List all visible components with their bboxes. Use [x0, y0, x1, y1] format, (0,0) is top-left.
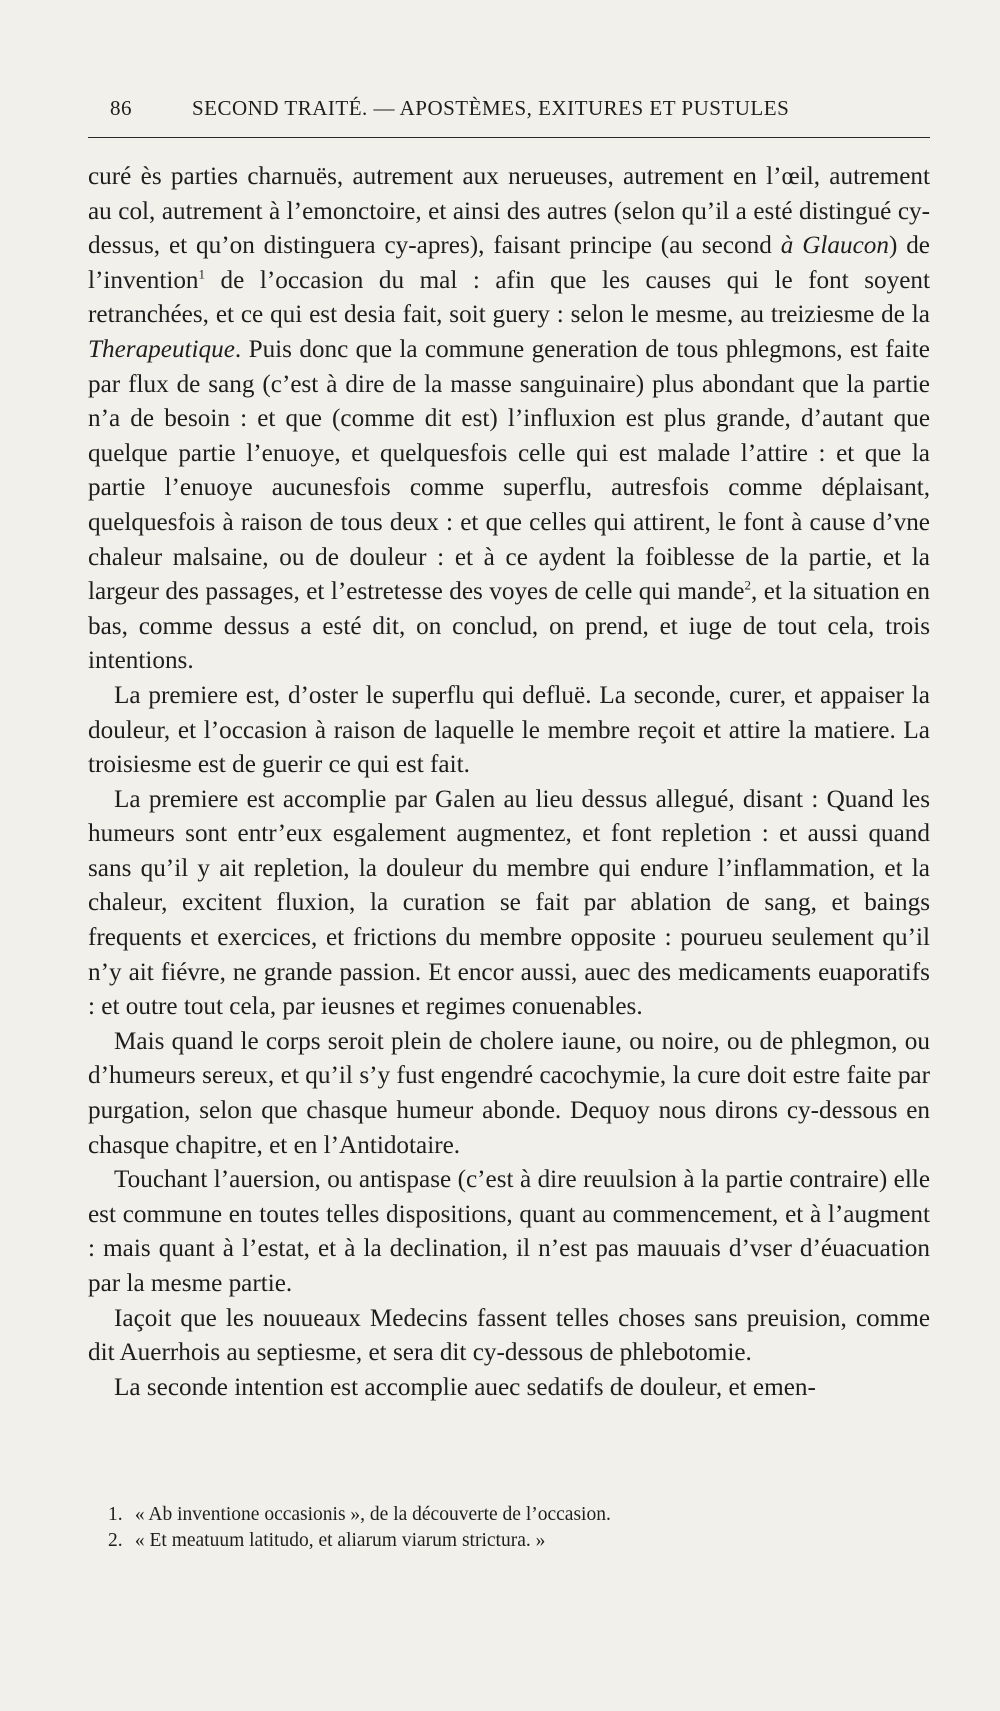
footnote-2	[108, 1528, 908, 1554]
paragraph-1	[88, 160, 930, 679]
italic-therapeutique: Therapeutique	[88, 335, 235, 363]
paragraph-4: Mais quand le corps seroit plein de cholere iaune, ou noire, ou de phlegmon, ou d’humeurs sereux, et qu’il s’y fust engendré cacochymie, la cure doit estre faite par purgation, selon que chasque humeur abonde. Dequoy nous dirons cy-dessous en chasque chapitre, et en l’Antidotaire.	[88, 1027, 930, 1159]
para1-text-b: ) de l’invention	[88, 232, 930, 294]
page-number: 86	[110, 96, 132, 120]
footnote-number: 1.	[108, 1504, 123, 1525]
running-title: SECOND TRAITÉ. — APOSTÈMES, EXITURES ET PUSTULES	[192, 96, 790, 120]
header-rule	[88, 137, 930, 138]
paragraph-6: Iaçoit que les nouueaux Medecins fassent telles choses sans preuision, comme dit Auerrhois au septiesme, et sera dit cy-dessous de phlebotomie.	[88, 1304, 930, 1367]
footnote-ref-2: 2	[744, 577, 751, 593]
italic-glaucon: à Glaucon	[780, 232, 889, 260]
footnote-text: « Ab inventione occasionis », de la découverte de l’occasion.	[134, 1504, 611, 1525]
footnote-number: 2.	[108, 1530, 123, 1551]
para1-text-a: curé ès parties charnuës, autrement aux nerueuses, autrement en l’œil, autrement au col, autrement à l’emonctoire, et ainsi des autres (selon qu’il a esté distingué cy-dessus, et qu’on distinguera cy-apres), faisant principe (au second	[88, 163, 930, 260]
paragraph-2: La premiere est, d’oster le superflu qui defluë. La seconde, curer, et appaiser la douleur, et l’occasion à raison de laquelle le membre reçoit et attire la matiere. La troisiesme est de guerir ce qui est fait.	[88, 681, 930, 779]
para1-text-e: , et la situation en bas, comme dessus a esté dit, on conclud, on prend, et iuge de tout cela, trois intentions.	[88, 578, 930, 675]
footnote-1	[108, 1502, 908, 1528]
para1-text-d: . Puis donc que la commune generation de tous phlegmons, est faite par flux de sang (c’est à dire de la masse sanguinaire) plus abondant que la partie n’a de besoin : et que (comme dit est) l’influxion est plus grande, d’autant que quelque partie l’enuoye, et quelquesfois celle qui est malade l’attire : et que la partie l’enuoye aucunesfois comme superflu, autresfois comme déplaisant, quelquesfois à raison de tous deux : et que celles qui attirent, le font à cause d’vne chaleur malsaine, ou de douleur : et à ce aydent la foiblesse de la partie, et la largeur des passages, et l’estretesse des voyes de celle qui mande	[88, 335, 930, 606]
paragraph-7: La seconde intention est accomplie auec sedatifs de douleur, et emen-	[114, 1373, 816, 1401]
para1-text-c: de l’occasion du mal : afin que les causes qui le font soyent retranchées, et ce qui est desia fait, soit guery : selon le mesme, au treiziesme de la	[88, 266, 930, 329]
body-text	[88, 160, 930, 1405]
paragraph-5: Touchant l’auersion, ou antispase (c’est à dire reuulsion à la partie contraire) elle est commune en toutes telles dispositions, quant au commencement, et à l’augment : mais quant à l’estat, et à la declination, il n’est pas mauuais d’vser d’éuacuation par la mesme partie.	[88, 1166, 930, 1297]
footnote-ref-1: 1	[198, 266, 206, 282]
paragraph-3: La premiere est accomplie par Galen au lieu dessus allegué, disant : Quand les humeurs sont entr’eux esgalement augmentez, et font repletion : et aussi quand sans qu’il y ait repletion, la douleur du membre qui endure l’inflammation, et la chaleur, excitent fluxion, la curation se fait par ablation de sang, et baings frequents et exercices, et frictions du membre opposite : pourueu seulement qu’il n’y ait fiévre, ne grande passion. Et encor aussi, auec des medicaments euaporatifs : et outre tout cela, par ieusnes et regimes conuenables.	[88, 785, 930, 1021]
footnote-text: « Et meatuum latitudo, et aliarum viarum strictura. »	[134, 1530, 546, 1551]
footnotes	[108, 1502, 908, 1554]
